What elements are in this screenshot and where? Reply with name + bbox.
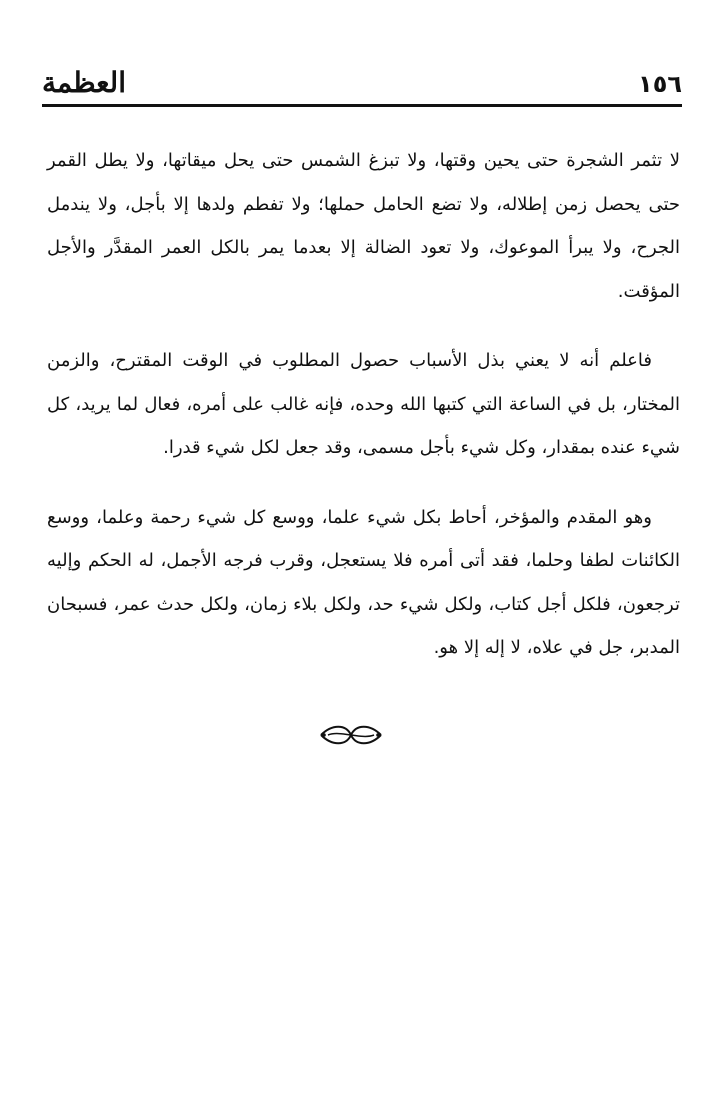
paragraph-3: وهو المقدم والمؤخر، أحاط بكل شيء علما، ووسع كل شيء رحمة وعلما، ووسع الكائنات لطفا وحلما، فقد أتى أمره فلا يستعجل، وقرب فرجه الأجمل، له الحكم وإليه ترجعون، فلكل أجل كتاب، ولكل شيء حد، ولكل بلاء زمان، ولكل حدث عمر، فسبحان المدبر، جل في علاه، لا إله إلا هو. <box>47 506 680 658</box>
page-body <box>47 139 680 696</box>
page-header <box>42 66 682 106</box>
page-number: ١٥٦ <box>638 70 682 98</box>
book-title: العظمة <box>42 66 126 99</box>
flourish-ornament-icon <box>318 722 384 748</box>
paragraph-2: فاعلم أنه لا يعني بذل الأسباب حصول المطلوب في الوقت المقترح، والزمن المختار، بل في الساعة التي كتبها الله وحده، فإنه غالب على أمره، فعال لما يريد، كل شيء عنده بمقدار، وكل شيء بأجل مسمى، وقد جعل لكل شيء قدرا. <box>47 350 680 458</box>
header-divider <box>42 104 682 107</box>
paragraph-1: لا تثمر الشجرة حتى يحين وقتها، ولا تبزغ الشمس حتى يحل ميقاتها، ولا يطل القمر حتى يحصل زمن إطلاله، ولا تضع الحامل حملها؛ ولا تفطم ولدها إلا بأجل، ولا يندمل الجرح، ولا يبرأ الموعوك، ولا تعود الضالة إلا بعدما يمر بالكل العمر المقدَّر والأجل المؤقت. <box>47 150 680 302</box>
